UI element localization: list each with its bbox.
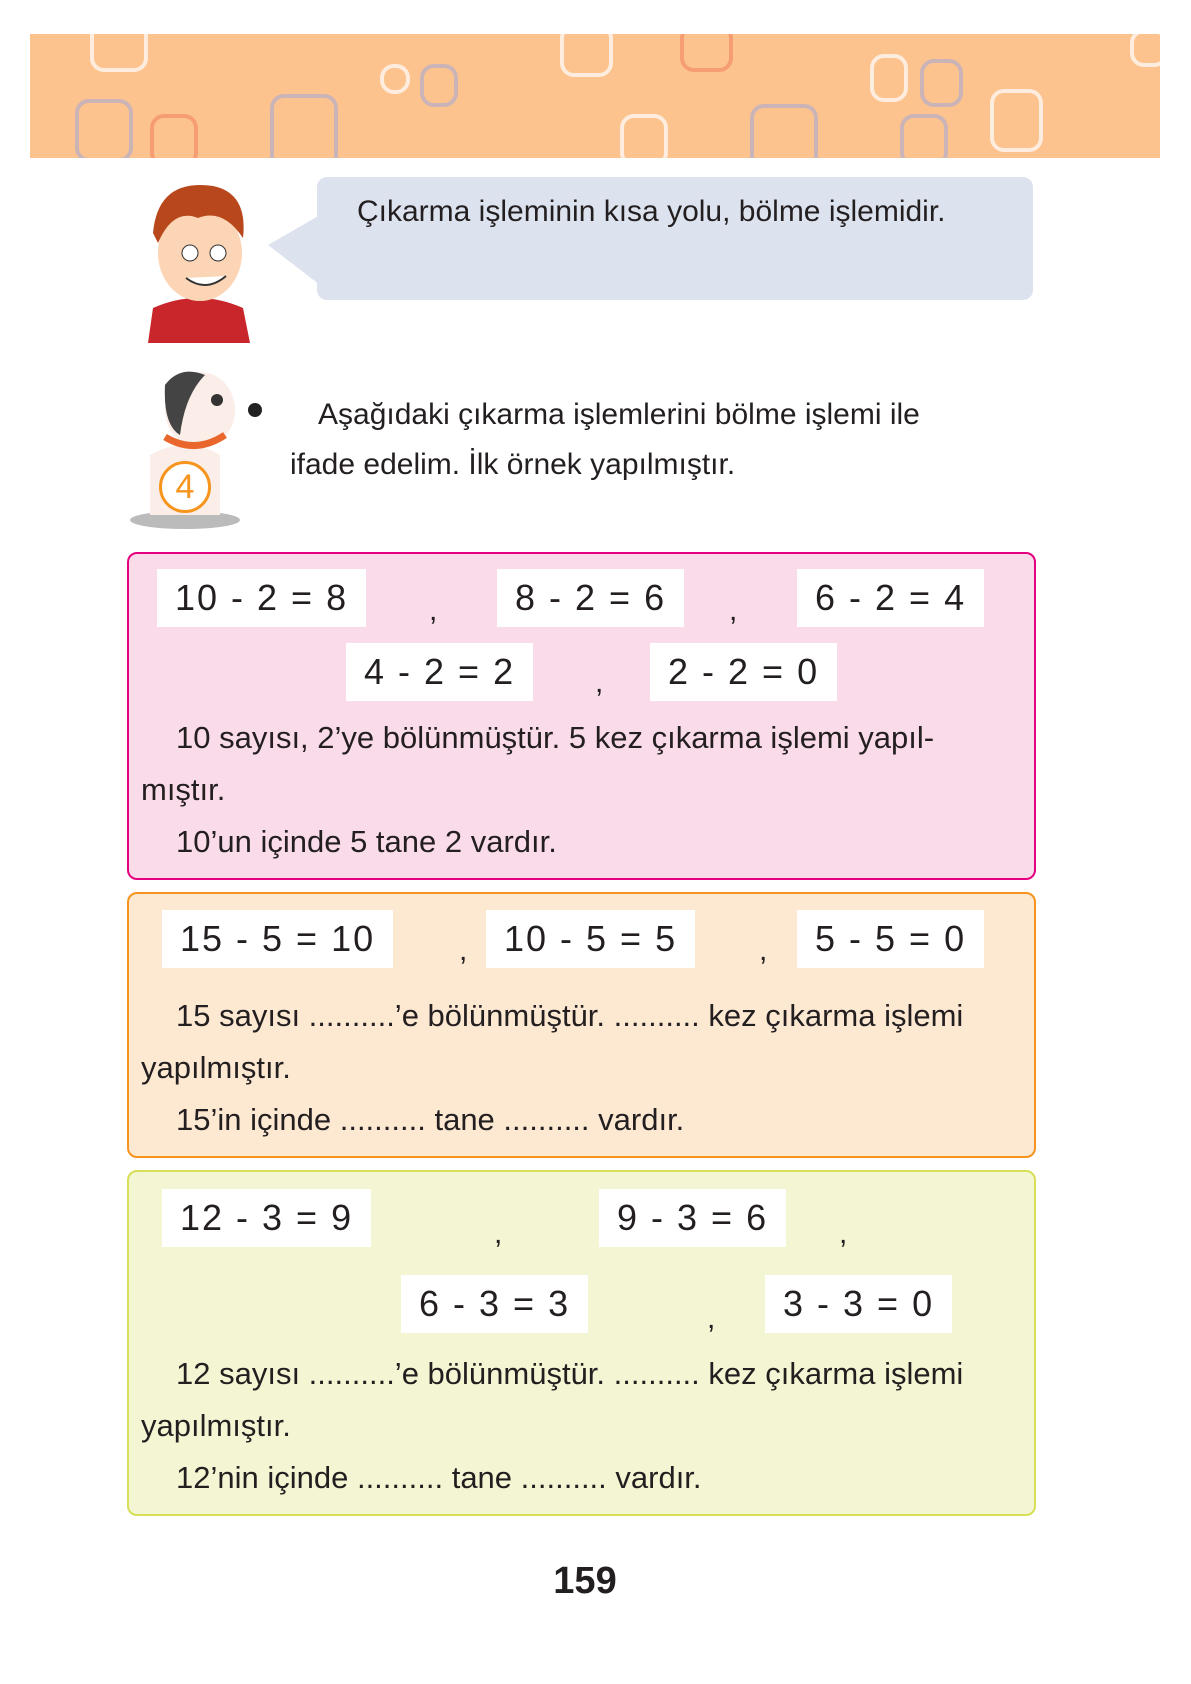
instruction-line-1: Aşağıdaki çıkarma işlemlerini bölme işlemi ile: [318, 398, 920, 431]
answer-line-2: mıştır.: [141, 772, 226, 807]
answer-line-1[interactable]: 15 sayısı ..........’e bölünmüştür. .......... kez çıkarma işlemi: [176, 998, 964, 1033]
comma: ,: [759, 934, 768, 967]
comma: ,: [729, 594, 738, 627]
header-banner: [30, 34, 1160, 158]
equation: 2 - 2 = 0: [650, 643, 837, 701]
boy-illustration: [138, 178, 258, 343]
equation: 3 - 3 = 0: [765, 1275, 952, 1333]
comma: ,: [595, 666, 604, 699]
instruction-line-2: ifade edelim. İlk örnek yapılmıştır.: [290, 448, 736, 481]
example-box: [127, 552, 1036, 880]
comma: ,: [459, 934, 468, 967]
answer-line-2: yapılmıştır.: [141, 1050, 291, 1085]
equation: 5 - 5 = 0: [797, 910, 984, 968]
comma: ,: [839, 1217, 848, 1250]
answer-line-1[interactable]: 12 sayısı ..........’e bölünmüştür. .......... kez çıkarma işlemi: [176, 1356, 964, 1391]
answer-line-1: 10 sayısı, 2’ye bölünmüştür. 5 kez çıkarma işlemi yapıl-: [176, 720, 935, 755]
exercise-box-15: [127, 892, 1036, 1158]
comma: ,: [429, 594, 438, 627]
speech-bubble-text: Çıkarma işleminin kısa yolu, bölme işlemidir.: [357, 195, 946, 228]
equation: 9 - 3 = 6: [599, 1189, 786, 1247]
equation: 8 - 2 = 6: [497, 569, 684, 627]
comma: ,: [707, 1302, 716, 1335]
comma: ,: [494, 1217, 503, 1250]
answer-line-3: 10’un içinde 5 tane 2 vardır.: [176, 824, 557, 859]
answer-line-3[interactable]: 15’in içinde .......... tane .......... vardır.: [176, 1102, 685, 1137]
instruction: [290, 390, 1035, 490]
equation: 15 - 5 = 10: [162, 910, 393, 968]
dalmatian-illustration: [125, 365, 265, 530]
exercise-number-badge: 4: [159, 461, 211, 513]
equation: 12 - 3 = 9: [162, 1189, 371, 1247]
exercise-box-12: [127, 1170, 1036, 1516]
page-number: 159: [553, 1560, 617, 1602]
equation: 10 - 5 = 5: [486, 910, 695, 968]
answer-line-2: yapılmıştır.: [141, 1408, 291, 1443]
equation: 6 - 3 = 3: [401, 1275, 588, 1333]
equation: 6 - 2 = 4: [797, 569, 984, 627]
speech-bubble-tail: [268, 215, 320, 285]
answer-line-3[interactable]: 12’nin içinde .......... tane .......... vardır.: [176, 1460, 702, 1495]
equation: 10 - 2 = 8: [157, 569, 366, 627]
equation: 4 - 2 = 2: [346, 643, 533, 701]
